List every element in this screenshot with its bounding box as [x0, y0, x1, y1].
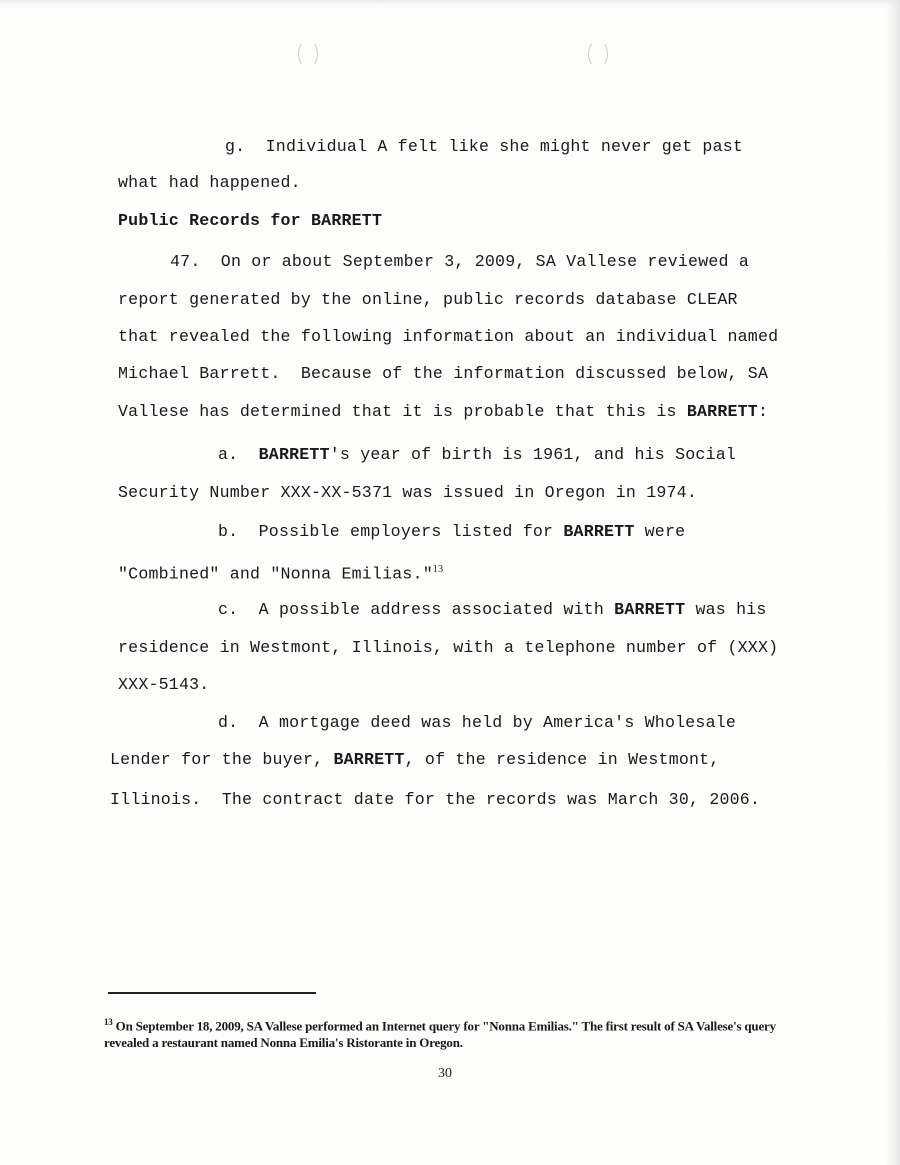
text-segment: b. Possible employers listed for [218, 522, 564, 541]
text-segment: residence in Westmont, Illinois, with a telephone number of (XXX) [118, 638, 779, 657]
text-segment: Security Number XXX-XX-5371 was issued in Oregon in 1974. [118, 483, 697, 502]
text-line-p47-1 [170, 252, 749, 272]
text-line-c-1 [218, 600, 767, 620]
footnote [104, 1014, 804, 1051]
text-segment: Illinois. The contract date for the records was March 30, 2006. [110, 790, 761, 809]
text-segment: Vallese has determined that it is probable that this is [118, 402, 687, 421]
punch-hole-right [588, 40, 608, 68]
footnote-reference: 13 [432, 564, 444, 575]
text-segment: "Combined" and "Nonna Emilias." [118, 564, 433, 584]
text-segment: that revealed the following information about an individual named [118, 327, 779, 346]
text-line-a-2 [118, 483, 697, 503]
text-line-b-2 [118, 560, 443, 585]
text-segment: XXX-5143. [118, 675, 210, 694]
text-line-g-2 [118, 173, 301, 193]
text-line-p47-5 [118, 402, 768, 422]
text-segment: Michael Barrett. Because of the information discussed below, SA [118, 364, 769, 383]
bold-name: BARRETT [686, 402, 758, 421]
text-segment: g. Individual A felt like she might never get past [225, 137, 744, 156]
text-line-b-1 [218, 522, 685, 542]
text-line-d-1 [218, 713, 736, 733]
text-segment: were [634, 522, 686, 541]
bold-name: Public Records for BARRETT [118, 211, 383, 230]
bold-name: BARRETT [563, 522, 635, 541]
footnote-text: On September 18, 2009, SA Vallese performed an Internet query for "Nonna Emilias." The first result of SA Vallese's query revealed a restaurant named Nonna Emilia's Ristorante in Oregon. [104, 1018, 776, 1051]
text-segment: 47. On or about September 3, 2009, SA Vallese reviewed a [170, 252, 749, 271]
footnote-marker: 13 [104, 1017, 113, 1027]
text-segment: Lender for the buyer, [110, 750, 334, 769]
text-segment: report generated by the online, public records database CLEAR [118, 290, 738, 309]
text-line-p47-2 [118, 290, 738, 310]
text-line-heading [118, 211, 382, 231]
text-segment: c. A possible address associated with [218, 600, 615, 619]
text-line-g-1 [225, 137, 743, 157]
page-number: 30 [438, 1066, 452, 1081]
scan-edge-right [886, 0, 900, 1165]
text-line-p47-3 [118, 327, 778, 347]
text-segment: what had happened. [118, 173, 301, 192]
text-segment: : [757, 402, 769, 421]
text-line-a-1 [218, 445, 736, 465]
text-line-c-3 [118, 675, 209, 695]
text-line-d-2 [110, 750, 720, 770]
bold-name: BARRETT [258, 445, 330, 464]
text-segment: was his [685, 600, 767, 619]
bold-name: BARRETT [333, 750, 405, 769]
text-segment: 's year of birth is 1961, and his Social [329, 445, 737, 464]
text-line-d-3 [110, 790, 760, 810]
footnote-rule [108, 992, 316, 994]
bold-name: BARRETT [614, 600, 686, 619]
text-segment: d. A mortgage deed was held by America's Wholesale [218, 713, 737, 732]
text-segment: a. [218, 445, 259, 464]
scan-edge-top [0, 0, 900, 6]
text-line-c-2 [118, 638, 778, 658]
text-line-p47-4 [118, 364, 768, 384]
text-segment: , of the residence in Westmont, [404, 750, 720, 769]
punch-hole-left [298, 40, 318, 68]
